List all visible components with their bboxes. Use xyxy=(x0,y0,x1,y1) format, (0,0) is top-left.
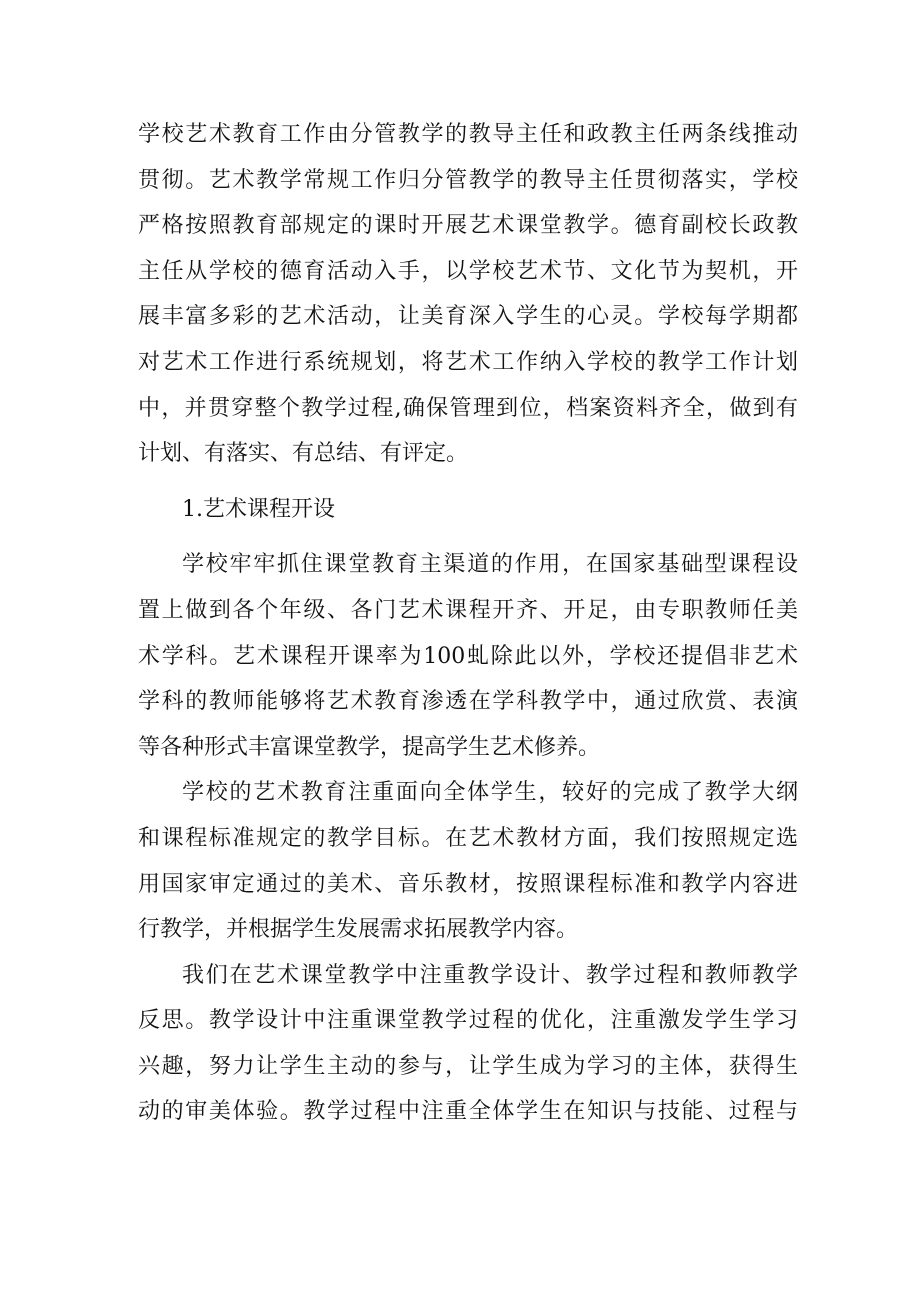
text-line: 置上做到各个年级、各门艺术课程开齐、开足，由专职教师任美 xyxy=(138,597,798,623)
text-line: 行教学，并根据学生发展需求拓展教学内容。 xyxy=(138,917,579,943)
document-body xyxy=(138,112,798,1135)
paragraph-materials xyxy=(138,770,798,952)
text-line: 中，并贯穿整个教学过程,确保管理到位，档案资料齐全，做到有 xyxy=(138,395,798,421)
paragraph-teaching xyxy=(138,953,798,1135)
text-line: 术学科。艺术课程开课率为100虬除此以外，学校还提倡非艺术 xyxy=(138,643,798,669)
text-line: 展丰富多彩的艺术活动，让美育深入学生的心灵。学校每学期都 xyxy=(138,304,798,330)
text-line: 对艺术工作进行系统规划，将艺术工作纳入学校的教学工作计划 xyxy=(138,349,798,375)
text-line: 学校艺术教育工作由分管教学的教导主任和政教主任两条线推动 xyxy=(138,122,798,147)
text-line: 用国家审定通过的美术、音乐教材，按照课程标准和教学内容进 xyxy=(138,871,798,897)
text-line: 等各种形式丰富课堂教学，提高学生艺术修养。 xyxy=(138,734,601,760)
text-line: 和课程标准规定的教学目标。在艺术教材方面，我们按照规定选 xyxy=(138,825,798,851)
section-heading: 1.艺术课程开设 xyxy=(182,496,335,522)
spacer xyxy=(138,532,798,542)
text-line: 贯彻。艺术教学常规工作归分管教学的教导主任贯彻落实，学校 xyxy=(138,167,798,193)
text-line: 严格按照教育部规定的课时开展艺术课堂教学。德育副校长政教 xyxy=(138,213,798,239)
text-line: 我们在艺术课堂教学中注重教学设计、教学过程和教师教学 xyxy=(182,962,798,988)
paragraph-intro xyxy=(138,112,798,477)
text-line: 计划、有落实、有总结、有评定。 xyxy=(138,441,469,467)
spacer xyxy=(138,477,798,487)
text-line: 反思。教学设计中注重课堂教学过程的优化，注重激发学生学习 xyxy=(138,1008,798,1034)
text-line: 学校牢牢抓住课堂教育主渠道的作用，在国家基础型课程设 xyxy=(182,552,798,578)
text-line: 动的审美体验。教学过程中注重全体学生在知识与技能、过程与 xyxy=(138,1099,798,1125)
text-line: 兴趣，努力让学生主动的参与，让学生成为学习的主体，获得生 xyxy=(138,1053,798,1079)
paragraph-curriculum xyxy=(138,542,798,770)
text-line: 主任从学校的德育活动入手，以学校艺术节、文化节为契机，开 xyxy=(138,258,798,284)
text-line: 学校的艺术教育注重面向全体学生，较好的完成了教学大纲 xyxy=(182,780,798,806)
text-line: 学科的教师能够将艺术教育渗透在学科教学中，通过欣赏、表演 xyxy=(138,689,798,715)
